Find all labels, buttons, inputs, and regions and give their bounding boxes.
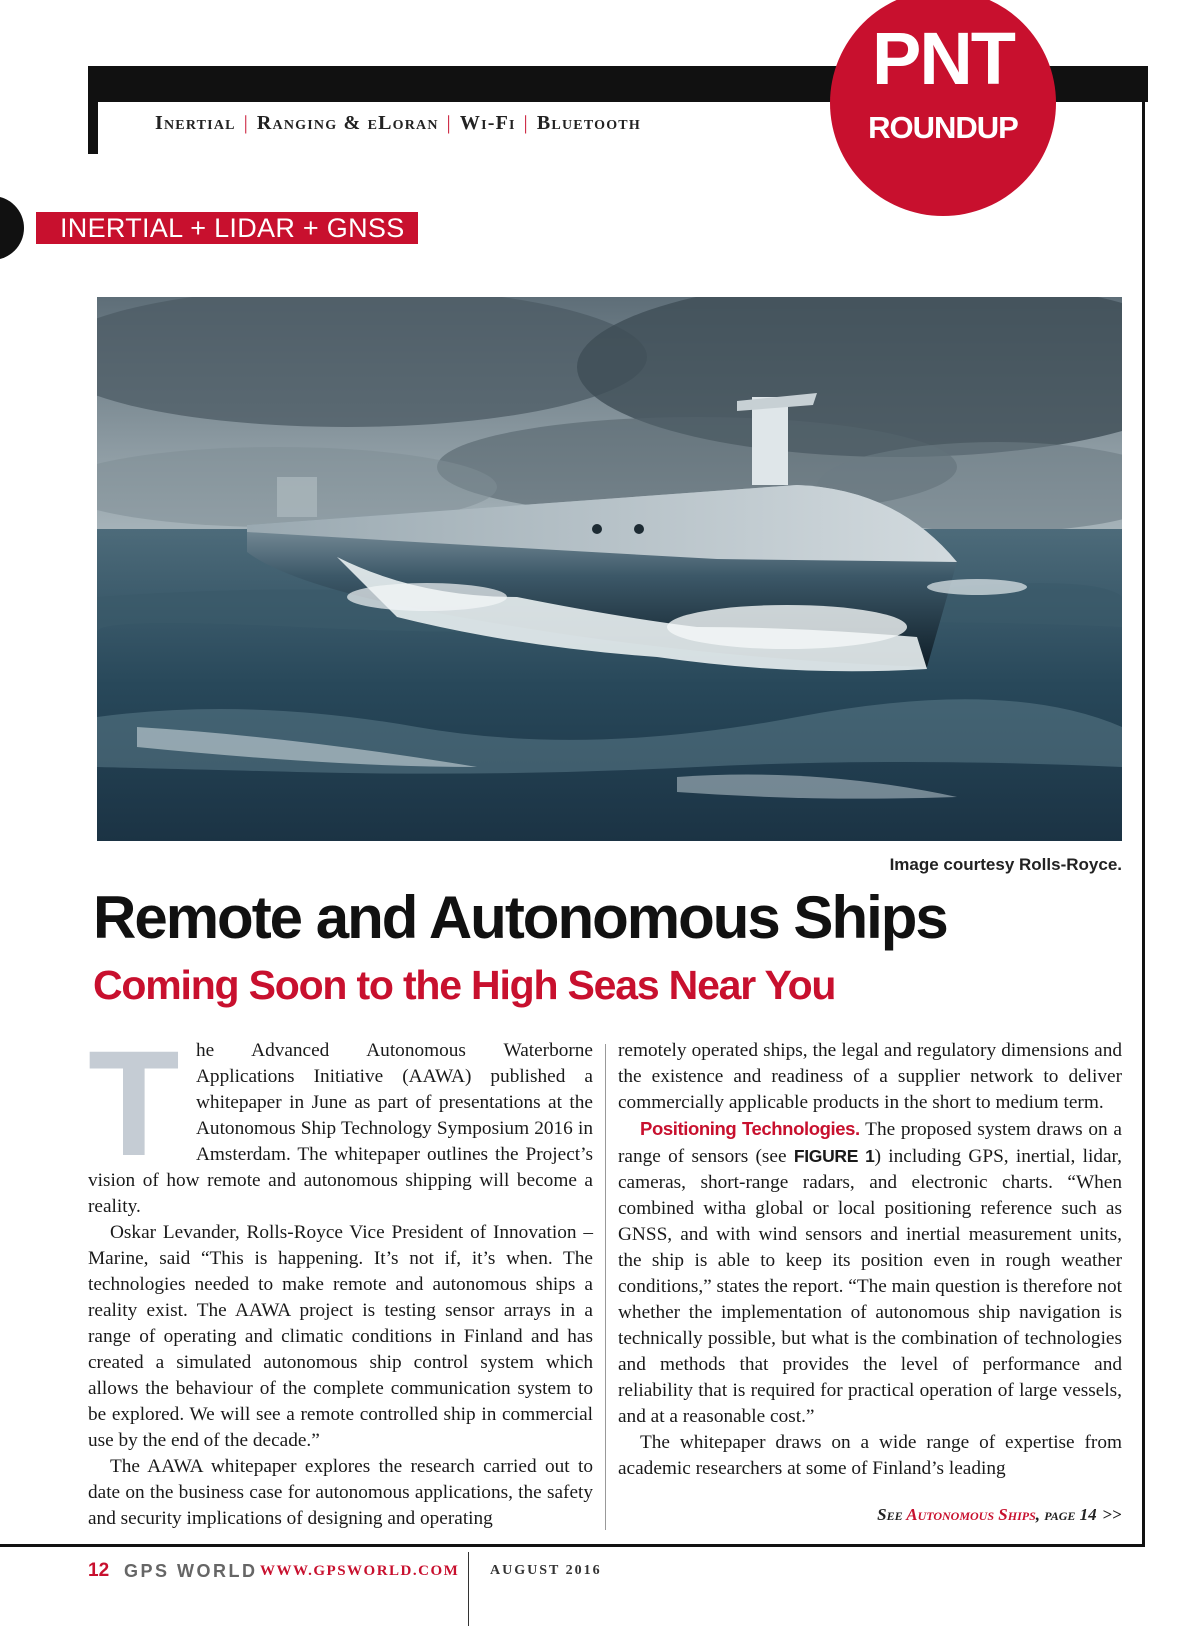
- paragraph: he Advanced Autonomous Waterborne Applications Initiative (AAWA) published a whitepaper in June as part of presentations at the Autonomous Ship Technology Symposium 2016 in Amsterdam. The whitepaper outlines the Project’s vision of how remote and autonomous shipping will become a reality.: [88, 1040, 593, 1217]
- article-column-1: [88, 1019, 593, 1532]
- nav-item-wifi: Wi-Fi: [459, 112, 516, 134]
- magazine-name: GPS WORLD: [124, 1561, 258, 1581]
- section-nav: [155, 112, 641, 135]
- article-title: Remote and Autonomous Ships: [93, 884, 947, 951]
- page-number: 12: [88, 1560, 110, 1581]
- pnt-roundup-badge: [830, 0, 1056, 216]
- paragraph: The whitepaper draws on a wide range of expertise from academic researchers at some of Finland’s leading: [618, 1432, 1122, 1479]
- section-tag-marker: [0, 196, 24, 260]
- section-tag: INERTIAL + LIDAR + GNSS: [36, 212, 418, 244]
- paragraph: Oskar Levander, Rolls-Royce Vice President of Innovation – Marine, said “This is happening. It’s not if, it’s when. The technologies needed to make remote and autonomous ships a reality exist. The AAWA project is testing sensor arrays in a range of operating and climatic conditions in Finland and has created a simulated autonomous ship control system which allows the behaviour of the complete communication system to be explored. We will see a remote controlled ship in commercial use by the end of the decade.”: [88, 1222, 593, 1451]
- article-column-2: [618, 1038, 1122, 1482]
- nav-separator: |: [446, 112, 452, 134]
- page-frame-right-rule: [1142, 66, 1145, 1544]
- paragraph: Positioning Technologies. The proposed system draws on a range of sensors (see FIGURE 1) including GPS, inertial, lidar, cameras, short-range radars, and electronic charts. “When combined witha global or local positioning reference such as GNSS, and with wind sensors and inertial measurement units, the ship is able to keep its position even in rough weather conditions,” states the report. “The main question is therefore not whether the implementation of autonomous ship navigation is technically possible, but what is the combination of technologies and methods that provides the level of performance and reliability that is required for practical operation of large vessels, and at a reasonable cost.”: [618, 1118, 1122, 1427]
- badge-roundup-text: ROUNDUP: [868, 110, 1018, 145]
- page-frame-bottom-rule: [0, 1544, 1145, 1547]
- column-divider: [605, 1044, 606, 1530]
- nav-separator: |: [523, 112, 529, 134]
- image-credit: Image courtesy Rolls-Royce.: [889, 855, 1122, 874]
- nav-item-bluetooth: Bluetooth: [536, 112, 641, 134]
- nav-item-ranging-eloran: Ranging & eLoran: [256, 112, 439, 134]
- paragraph: remotely operated ships, the legal and regulatory dimensions and the existence and readiness of a supplier network to deliver commercially applicable products in the short to medium term.: [618, 1040, 1122, 1113]
- badge-pnt-text: PNT: [872, 17, 1014, 100]
- issue-date: AUGUST 2016: [490, 1563, 602, 1578]
- nav-item-inertial: Inertial: [155, 112, 236, 134]
- footer-divider: [468, 1552, 469, 1626]
- paragraph: The AAWA whitepaper explores the research carried out to date on the business case for autonomous applications, the safety and security implications of designing and operating: [88, 1456, 593, 1529]
- figure-reference: FIGURE 1: [793, 1146, 875, 1166]
- magazine-url[interactable]: WWW.GPSWORLD.COM: [260, 1563, 460, 1579]
- article-subtitle: Coming Soon to the High Seas Near You: [93, 962, 836, 1008]
- subsection-heading: Positioning Technologies.: [640, 1118, 860, 1139]
- nav-separator: |: [243, 112, 249, 134]
- drop-cap: T: [88, 1019, 180, 1187]
- continue-arrows-icon: >>: [1102, 1505, 1122, 1524]
- continued-article-name: Autonomous Ships: [906, 1505, 1036, 1524]
- continued-on-link[interactable]: See Autonomous Ships, page 14 >>: [877, 1505, 1122, 1524]
- header-bar-cap: [88, 102, 98, 154]
- hero-image-autonomous-ship: [97, 297, 1122, 841]
